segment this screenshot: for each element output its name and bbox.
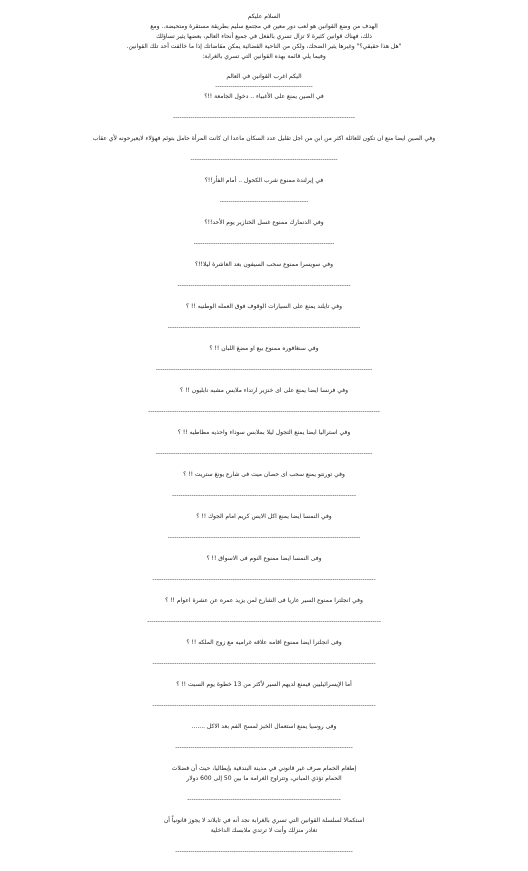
law-rule: ------------------------------------------------------------------------------------------------------- — [152, 702, 376, 709]
law-item — [0, 92, 528, 134]
law-rule: ------------------------------------------------------------------------------------- — [171, 492, 357, 499]
law-rule: ---------------------------------------------------------------------------------------------------- — [155, 450, 373, 457]
intro-line-4: وفيما يلي قائمة بهذه القوانين التي تسري بالغرابة: — [202, 53, 326, 60]
law-rule: ----------------------------------------------------------------------------------------------------------- — [148, 408, 380, 415]
law-item — [0, 386, 528, 428]
law-rule: ------------------------------------------------------------------------------------------------------------ — [147, 618, 381, 625]
laws-list — [0, 92, 528, 856]
law-text: في الصين يمنع على الأغبياء .. دخول الجامعة !!؟ — [204, 93, 324, 100]
law-text: وفي انجلترا ممنوع السير عاريا فى الشارع لمن يزيد عمره عن عشرة اعوام !! ؟ — [165, 597, 363, 604]
law-item — [0, 554, 528, 596]
law-rule: ----------------------------------------------------------------------- — [187, 796, 341, 803]
law-item — [0, 344, 528, 386]
law-text-line: استكمالا لسلسلة القوانين التي تسري بالغرابة نجد أنه في تايلاند لا يجوز قانونياً أن — [163, 817, 365, 824]
intro-line-2: ذلك، فهناك قوانين كثيرة لا تزال تسري بالفعل في جميع أنحاء العالم، بعضها يثير تساؤلك — [156, 33, 372, 40]
intro-line-1: الهدف من وضع القوانين هو لعب دور معين في مجتمع سليم بطريقة مستقرة ومتحيضة.. ومع — [150, 23, 378, 30]
law-item — [0, 428, 528, 470]
intro-line-3: "هل هذا حقيقي؟" وغيرها يثير الضحك، ولكن من الناحية القضائية يمكن مقاضاتك إذا ما خالفت أحد تلك القوانين. — [126, 43, 402, 50]
law-item — [0, 512, 528, 554]
law-text: وفي النمسا ايضا يمنع اكل الايس كريم امام الجوك !! ؟ — [196, 513, 332, 520]
law-item — [0, 218, 528, 260]
law-item-multiline — [0, 816, 528, 856]
law-text: وفى روسيا يمنع استعمال الخبز لمسح الفم بعد الاكل ....... — [191, 723, 337, 730]
law-item — [0, 134, 528, 176]
law-rule: ----------------------------------------------------------------- — [193, 240, 335, 247]
law-text: وفي فرنسا ايضا يمنع على اى خنزير ارتداء ملابس مشبه نابليون !! ؟ — [180, 387, 348, 394]
law-text: وفي استراليا ايضا يمنع التجول ليلا بملابس سوداء واحذيه مطاطيه !! ؟ — [177, 429, 351, 436]
law-item-multiline — [0, 764, 528, 816]
law-text: في إيرلندة ممنوع شرب الكحول .. أمام الفأر!!؟ — [204, 177, 324, 184]
title-rule: --------------------------------------------- — [215, 83, 313, 90]
greeting: السلام عليكم — [247, 13, 281, 20]
law-text: أما الإيسرائيليين فيمنع لديهم السير لأكثر من 13 خطوة يوم السبت !! ؟ — [176, 681, 352, 688]
law-rule: ---------------------------------------------------------------------------------------------------- — [155, 366, 373, 373]
law-text: وفي الصين ايضا منع ان تكون للعائلة اكثر من ابن من اجل تقليل عدد السكان ماعدا ان كانت المرأة حامل بتوئم فهؤلاء لايعيرحونه لأي عقاب — [92, 135, 436, 142]
law-text: وفي سنغافوره ممنوع بيع او مضغ اللبان !! ؟ — [209, 345, 319, 352]
law-text: وفي سويسرا ممنوع سحب السيفون بعد العاشرة ليلا!!؟ — [194, 261, 334, 268]
list-title: اليكم اغرب القوانين في العالم — [226, 73, 302, 80]
law-item — [0, 638, 528, 680]
law-text: وفي الدنمارك ممنوع غسل الخنازير يوم الأحد!!؟ — [204, 219, 324, 226]
law-text: وفي تايلند يمنع على السيارات الوقوف فوق العمله الوطنيه !! ؟ — [185, 303, 343, 310]
law-item — [0, 722, 528, 764]
law-rule: ------------------------------------------------------------------------------------------------------- — [152, 576, 376, 583]
law-text: وفى النمسا ايضا ممنوع النوم فى الاسواق !! ؟ — [206, 555, 322, 562]
law-rule: ----------------------------------------------------------------------------------------- — [167, 324, 361, 331]
law-text-line: تغادر منزلك وأنت لا ترتدي ملابسك الداخلية — [210, 827, 318, 834]
law-rule: -------------------------------------------------------------------------------- — [177, 282, 351, 289]
intro-section — [0, 12, 528, 92]
law-rule: ---------------------------------------------------------------------------------- — [175, 848, 353, 855]
law-item — [0, 302, 528, 344]
law-item — [0, 680, 528, 722]
law-rule: ---------------------------------------------------------------------------------- — [175, 744, 353, 751]
law-rule: ----------------------------------------------------------------------------------------- — [167, 534, 361, 541]
law-rule: -------------------------------------------------------------------- — [190, 156, 338, 163]
law-text: وفى انجلترا ايضا ممنوع اقامه علاقه غراميه مع زوج الملكه !! ؟ — [186, 639, 342, 646]
law-text-line: الحمام تؤذي المباني، وتتراوح الغرامة ما بين 50 إلى 600 دولار — [186, 775, 342, 782]
law-item — [0, 596, 528, 638]
law-text-line: إطعام الحمام صرف غير قانوني في مدينة البندقية بإيطاليا، حيث أن فضلات — [171, 765, 357, 772]
law-rule: ----------------------------------------- — [219, 198, 309, 205]
law-item — [0, 260, 528, 302]
law-item — [0, 176, 528, 218]
law-rule: ------------------------------------------------------------------------------------------------------- — [152, 660, 376, 667]
law-text: وفي تورنتو يمنع سحب اى حصان ميت فى شارع يونغ ستريت !! ؟ — [183, 471, 345, 478]
law-item — [0, 470, 528, 512]
law-rule: ------------------------------------------------------------------------------------ — [173, 114, 355, 121]
